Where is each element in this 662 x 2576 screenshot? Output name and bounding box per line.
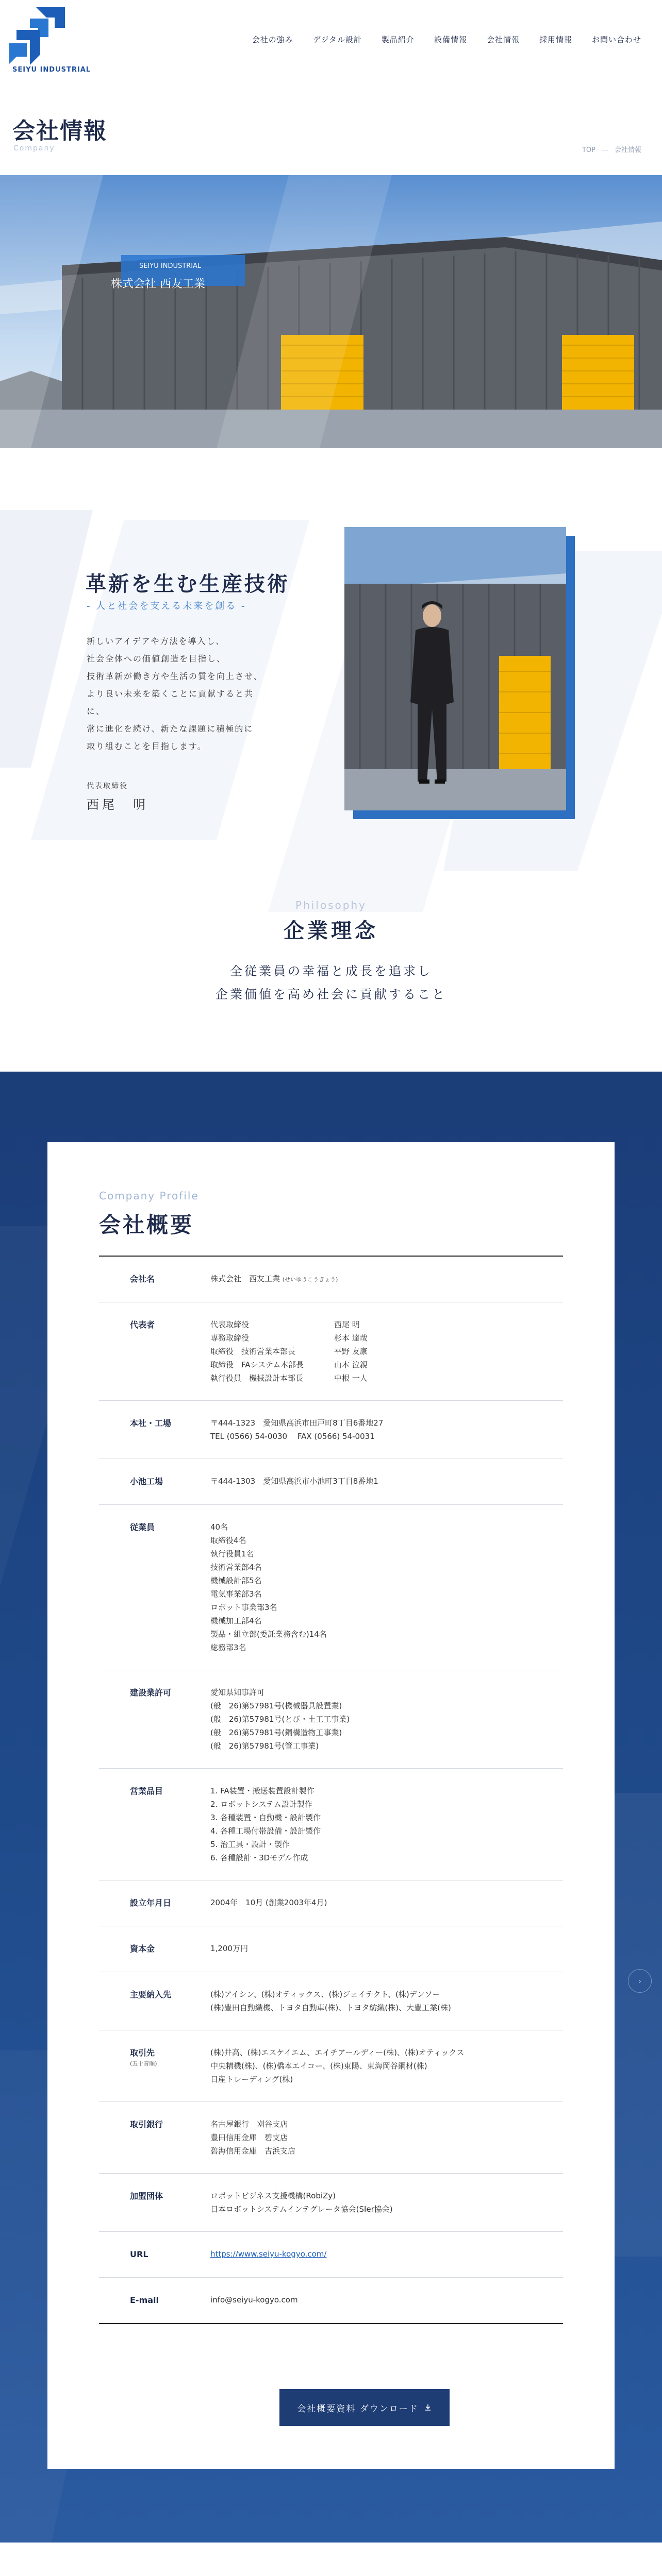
row-label: 加盟団体	[130, 2191, 163, 2201]
row-label: E-mail	[130, 2295, 159, 2305]
website-link[interactable]: https://www.seiyu-kogyo.com/	[210, 2249, 327, 2259]
license-line: (般 26)第57981号(管工事業)	[210, 1741, 319, 1751]
officer-row	[210, 1331, 563, 1345]
business-line: 6. 各種設計・3Dモデル作成	[210, 1853, 308, 1862]
download-brochure-button[interactable]	[279, 2389, 450, 2426]
row-value	[187, 2247, 563, 2262]
main-nav	[252, 34, 641, 45]
row-value	[187, 2189, 563, 2216]
row-label: 資本金	[130, 1944, 155, 1954]
customer-line: (株)アイシン、(株)オティックス、(株)ジェイテクト、(株)デンソー	[210, 1990, 440, 1999]
suppliers-label: 取引先	[130, 2048, 155, 2058]
employee-line: 機械加工部4名	[210, 1616, 262, 1625]
company-logo[interactable]	[9, 7, 65, 65]
page-title: 会社情報	[12, 118, 107, 144]
hero-image	[0, 175, 662, 448]
table-row	[99, 2102, 563, 2174]
officer-title: 専務取締役	[210, 1333, 250, 1343]
business-line: 3. 各種装置・自動機・設計製作	[210, 1813, 321, 1822]
bank-line: 豊田信用金庫 碧支店	[210, 2133, 288, 2142]
nav-company[interactable]: 会社情報	[486, 35, 520, 44]
table-row	[99, 1302, 563, 1401]
officer-name: 西尾 明	[334, 1320, 360, 1329]
table-row	[99, 1459, 563, 1505]
employee-line: ロボット事業部3名	[210, 1603, 277, 1612]
bank-line: 名古屋銀行 刈谷支店	[210, 2120, 288, 2129]
philosophy-line: 全従業員の幸福と成長を追求し	[230, 964, 432, 978]
employee-line: 技術営業部4名	[210, 1563, 262, 1572]
komatsu-line: 〒444-1303 愛知県高浜市小池町3丁目8番地1	[210, 1477, 378, 1486]
row-value: 1,200万円	[210, 1944, 248, 1953]
representative-name: 西尾 明	[87, 798, 148, 812]
message-line: 常に進化を続け、新たな課題に積極的に	[87, 724, 254, 734]
table-row	[99, 1972, 563, 2030]
representative-title: 代表取締役	[87, 782, 128, 790]
message-line: 技術革新が働き方や生活の質を向上させ、	[87, 671, 263, 681]
table-row	[99, 1769, 563, 1880]
profile-en: Company Profile	[99, 1190, 199, 1202]
message-line: に、	[87, 706, 106, 716]
officer-name: 杉本 達哉	[334, 1333, 368, 1343]
row-label: URL	[130, 2249, 148, 2259]
license-line: 愛知県知事許可	[210, 1688, 265, 1697]
row-label: 会社名	[130, 1274, 155, 1284]
download-icon	[424, 2403, 432, 2412]
table-row	[99, 2232, 563, 2278]
supplier-line: 日産トレーディング(株)	[210, 2075, 293, 2084]
table-row	[99, 2278, 563, 2324]
philosophy-line: 企業価値を高め社会に貢献すること	[216, 987, 446, 1002]
supplier-line: (株)井高、(株)エスケイエム、エイチアールディー(株)、(株)オティックス	[210, 2048, 465, 2057]
officer-row	[210, 1318, 563, 1331]
side-scroll-indicator[interactable]: ›	[628, 1969, 652, 1993]
row-value: info@seiyu-kogyo.com	[210, 2295, 298, 2304]
supplier-line: 中央精機(株)、(株)橋本エイコー、(株)東陽、東海岡谷鋼材(株)	[210, 2061, 427, 2071]
company-profile-card	[47, 1142, 615, 2469]
row-value	[187, 1784, 563, 1865]
message-title: 革新を生む生産技術	[86, 572, 290, 596]
message-line: 社会全体への価値創造を目指し、	[87, 654, 226, 664]
row-value	[187, 1475, 563, 1489]
row-value: 2004年 10月 (創業2003年4月)	[210, 1898, 327, 1907]
nav-contact[interactable]: お問い合わせ	[591, 35, 641, 44]
employee-line: 総務部3名	[210, 1643, 246, 1652]
row-label: 設立年月日	[130, 1898, 172, 1908]
site-header	[0, 0, 662, 82]
table-row	[99, 2030, 563, 2102]
row-label: 建設業許可	[130, 1688, 172, 1698]
nav-strengths[interactable]: 会社の強み	[252, 35, 293, 44]
nav-equipment[interactable]: 設備情報	[434, 35, 467, 44]
company-ruby: (せいゆうこうぎょう)	[282, 1276, 338, 1283]
table-row	[99, 1880, 563, 1926]
officer-title: 執行役員 機械設計本部長	[210, 1374, 304, 1383]
row-label: 従業員	[130, 1522, 155, 1532]
officer-title: 取締役 技術営業本部長	[210, 1347, 296, 1356]
profile-title: 会社概要	[99, 1212, 194, 1238]
table-row	[99, 1401, 563, 1459]
row-value	[187, 1520, 563, 1654]
breadcrumb-current: 会社情報	[614, 146, 641, 154]
sign-text: 株式会社 西友工業	[111, 278, 205, 291]
table-row	[99, 1257, 563, 1302]
license-line: (般 26)第57981号(機械器具設置業)	[210, 1701, 342, 1710]
row-value	[187, 1318, 563, 1385]
philosophy-en: Philosophy	[295, 899, 367, 911]
business-line: 1. FA装置・搬送装置設計製作	[210, 1786, 315, 1795]
table-row	[99, 2174, 563, 2232]
row-label: 取引銀行	[130, 2120, 163, 2129]
row-label: 小池工場	[130, 1477, 163, 1486]
table-row	[99, 1926, 563, 1972]
license-line: (般 26)第57981号(とび・土工工事業)	[210, 1715, 350, 1724]
profile-table	[99, 1256, 563, 2324]
row-value	[187, 1686, 563, 1753]
breadcrumb-separator: —	[601, 146, 608, 154]
message-line: 取り組むことを目指します。	[87, 741, 207, 751]
download-label: 会社概要資料 ダウンロード	[297, 2403, 419, 2414]
row-label	[99, 2046, 187, 2086]
message-subtitle: - 人と社会を支える未来を創る -	[87, 601, 246, 612]
employee-line: 電気事業部3名	[210, 1589, 262, 1599]
page-title-en: Company	[13, 144, 55, 152]
table-row	[99, 1670, 563, 1769]
officer-row	[210, 1371, 563, 1385]
row-value	[187, 2046, 563, 2086]
officer-name: 中根 一人	[334, 1374, 368, 1383]
table-row	[99, 1505, 563, 1670]
row-value	[187, 1272, 563, 1286]
business-line: 4. 各種工場付帯設備・設計製作	[210, 1826, 321, 1836]
philosophy-title: 企業理念	[284, 919, 378, 943]
employee-line: 執行役員1名	[210, 1549, 254, 1558]
representative-photo	[344, 527, 566, 810]
row-label: 営業品目	[130, 1786, 163, 1796]
nav-products[interactable]: 製品紹介	[381, 35, 415, 44]
officer-name: 平野 友康	[334, 1347, 368, 1356]
officer-row	[210, 1345, 563, 1358]
row-value	[187, 1988, 563, 2014]
hq-line: 〒444-1323 愛知県高浜市田戸町8丁目6番地27	[210, 1418, 384, 1428]
officer-name: 山本 泣親	[334, 1360, 368, 1369]
row-label: 代表者	[130, 1320, 155, 1330]
employee-line: 製品・組立部(委託業務含む)14名	[210, 1630, 327, 1639]
employee-line: 40名	[210, 1522, 228, 1532]
officer-row	[210, 1358, 563, 1371]
logo-text: SEIYU INDUSTRIAL	[12, 66, 91, 74]
row-value	[187, 1416, 563, 1443]
customer-line: (株)豊田自動織機、トヨタ自動車(株)、トヨタ紡織(株)、大豊工業(株)	[210, 2003, 451, 2012]
group-line: ロボットビジネス支援機構(RobiZy)	[210, 2191, 336, 2200]
business-line: 2. ロボットシステム設計製作	[210, 1800, 312, 1809]
business-line: 5. 治工具・設計・製作	[210, 1840, 290, 1849]
message-line: 新しいアイデアや方法を導入し、	[87, 636, 225, 646]
employee-line: 取締役4名	[210, 1536, 246, 1545]
message-line: より良い未来を築くことに貢献すると共	[87, 689, 254, 699]
license-line: (般 26)第57981号(鋼構造物工事業)	[210, 1728, 342, 1737]
employee-line: 機械設計部5名	[210, 1576, 262, 1585]
row-label: 本社・工場	[130, 1418, 172, 1428]
company-name: 株式会社 西友工業	[210, 1274, 280, 1283]
officer-title: 取締役 FAシステム本部長	[210, 1360, 304, 1369]
suppliers-note: (五十音順)	[130, 2060, 157, 2067]
row-value	[187, 2117, 563, 2158]
nav-digital-design[interactable]: デジタル設計	[312, 35, 362, 44]
breadcrumb-home[interactable]: TOP	[582, 146, 595, 154]
group-line: 日本ロボットシステムインテグレータ協会(SIer協会)	[210, 2205, 393, 2214]
message-body	[87, 633, 303, 755]
hq-line: TEL (0566) 54-0030 FAX (0566) 54-0031	[210, 1432, 375, 1441]
breadcrumb	[582, 144, 641, 154]
row-label: 主要納入先	[130, 1990, 172, 1999]
sign-en: SEIYU INDUSTRIAL	[139, 262, 202, 270]
bank-line: 碧海信用金庫 吉浜支店	[210, 2146, 296, 2156]
nav-recruit[interactable]: 採用情報	[539, 35, 572, 44]
officer-title: 代表取締役	[210, 1320, 250, 1329]
